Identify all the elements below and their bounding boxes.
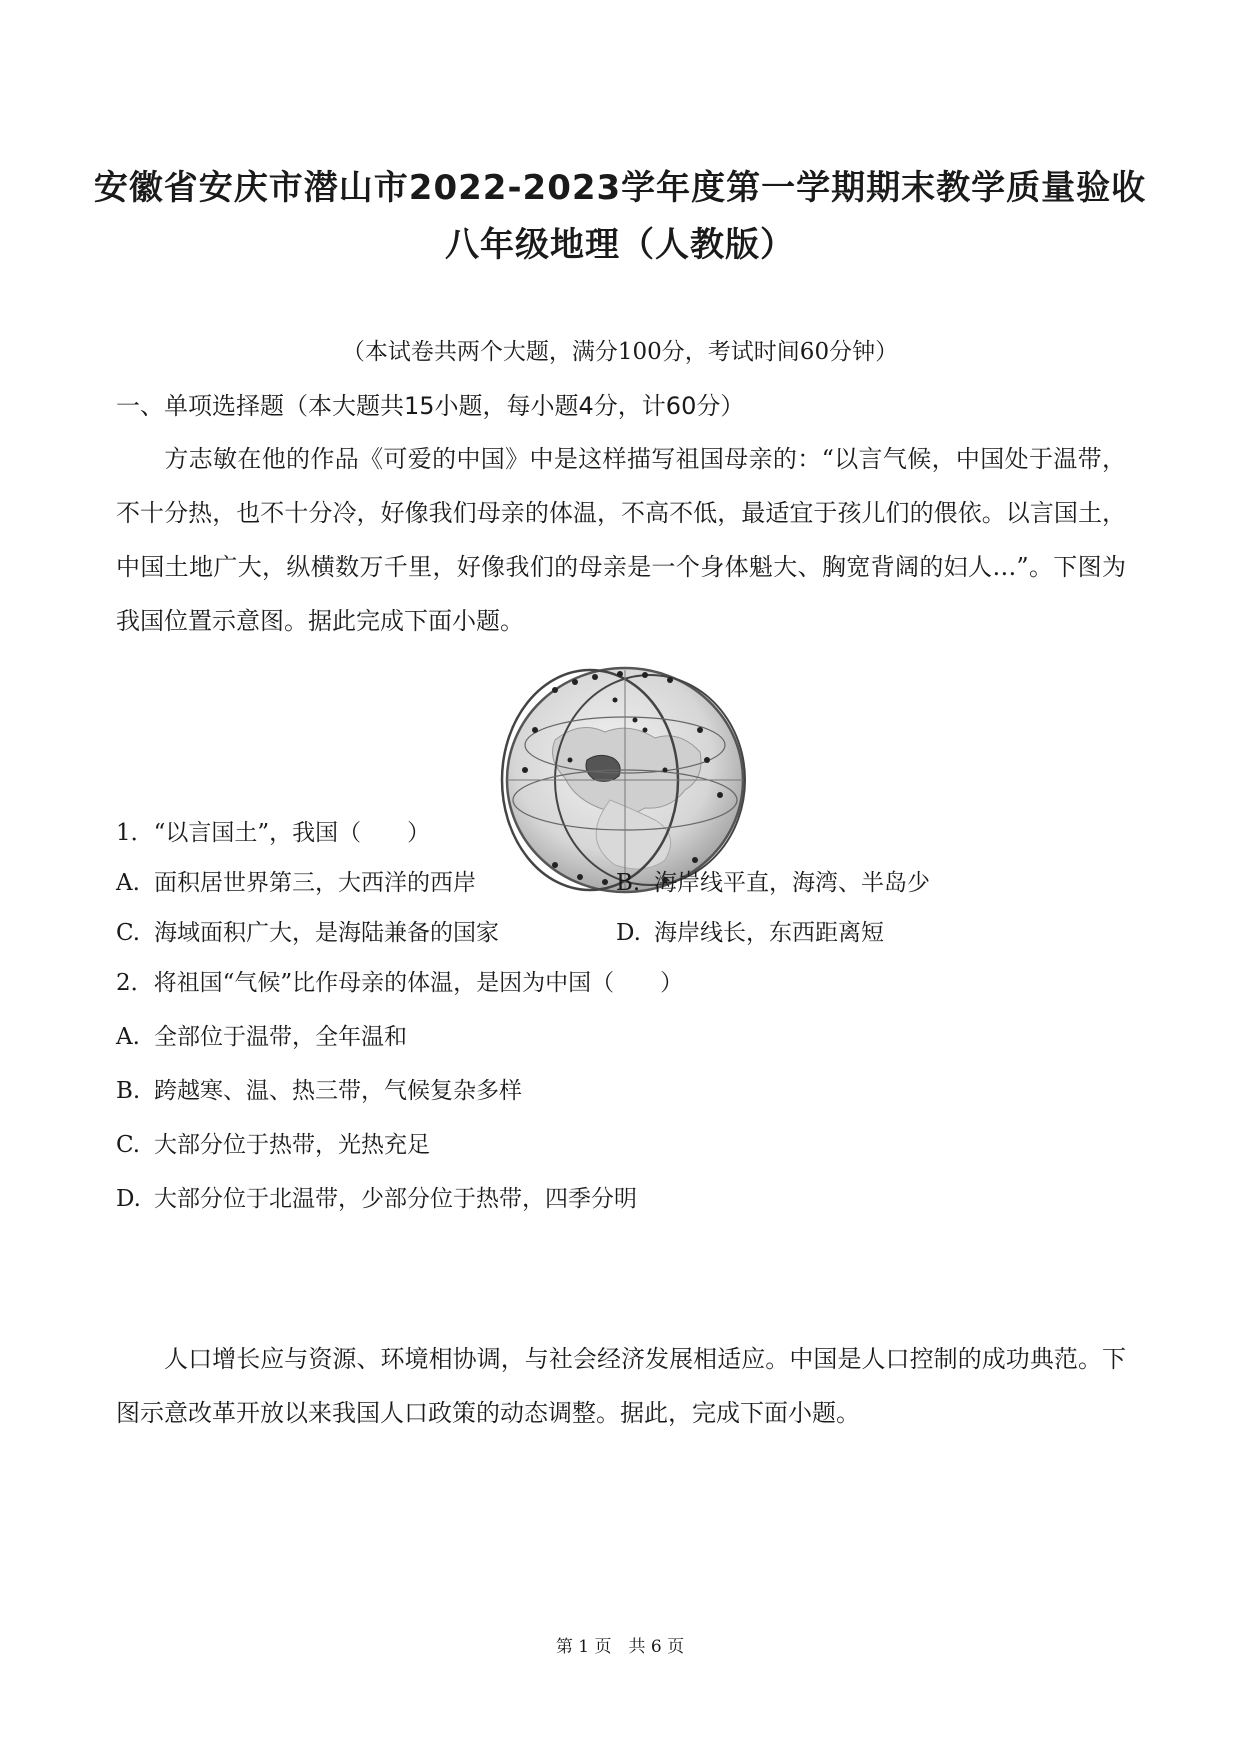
option-label: C. — [116, 920, 141, 946]
option-label: C. — [116, 1132, 141, 1158]
q1-option-b[interactable] — [616, 864, 930, 897]
option-text: 海域面积广大，是海陆兼备的国家 — [154, 920, 499, 946]
option-text: 海岸线长，东西距离短 — [654, 920, 884, 946]
passage-1 — [116, 432, 1126, 648]
q1-option-d[interactable] — [616, 914, 884, 947]
exam-note: （本试卷共两个大题，满分100分，考试时间60分钟） — [341, 339, 899, 365]
option-text: 大部分位于北温带，少部分位于热带，四季分明 — [154, 1186, 637, 1212]
passage-2 — [116, 1332, 1126, 1440]
option-label: B. — [616, 870, 641, 896]
q2-option-d[interactable] — [116, 1180, 637, 1213]
q1-option-a[interactable] — [116, 864, 476, 897]
option-text: 跨越寒、温、热三带，气候复杂多样 — [154, 1078, 522, 1104]
section-heading: 一、单项选择题（本大题共15小题，每小题4分，计60分） — [116, 392, 745, 420]
option-label: A. — [116, 870, 140, 896]
exam-title: 安徽省安庆市潜山市2022-2023学年度第一学期期末教学质量验收 — [93, 168, 1147, 208]
passage-2-text: 人口增长应与资源、环境相协调，与社会经济发展相适应。中国是人口控制的成功典范。下图示意改革开放以来我国人口政策的动态调整。据此，完成下面小题。 — [116, 1345, 1126, 1427]
q1-option-c[interactable] — [116, 914, 499, 947]
option-label: A. — [116, 1024, 140, 1050]
option-label: B. — [116, 1078, 141, 1104]
option-text: 全部位于温带，全年温和 — [154, 1024, 407, 1050]
option-text: 海岸线平直，海湾、半岛少 — [654, 870, 930, 896]
passage-1-text: 方志敏在他的作品《可爱的中国》中是这样描写祖国母亲的：“以言气候，中国处于温带，不十分热，也不十分冷，好像我们母亲的体温，不高不低，最适宜于孩儿们的偎依。以言国土，中国土地广大，纵横数万千里，好像我们的母亲是一个身体魁大、胸宽背阔的妇人…”。下图为我国位置示意图。据此完成下面小题。 — [116, 445, 1126, 635]
q2-option-a[interactable] — [116, 1018, 407, 1051]
q2-option-b[interactable] — [116, 1072, 522, 1105]
option-label: D. — [616, 920, 641, 946]
option-text: 面积居世界第三，大西洋的西岸 — [154, 870, 476, 896]
option-text: 大部分位于热带，光热充足 — [154, 1132, 430, 1158]
question-2-stem: 2．将祖国“气候”比作母亲的体温，是因为中国（ ） — [116, 970, 684, 996]
option-label: D. — [116, 1186, 141, 1212]
exam-subtitle: 八年级地理（人教版） — [445, 225, 795, 265]
q2-option-c[interactable] — [116, 1126, 430, 1159]
question-1-stem: 1．“以言国土”，我国（ ） — [116, 820, 431, 846]
page-footer: 第 1 页 共 6 页 — [555, 1637, 685, 1657]
